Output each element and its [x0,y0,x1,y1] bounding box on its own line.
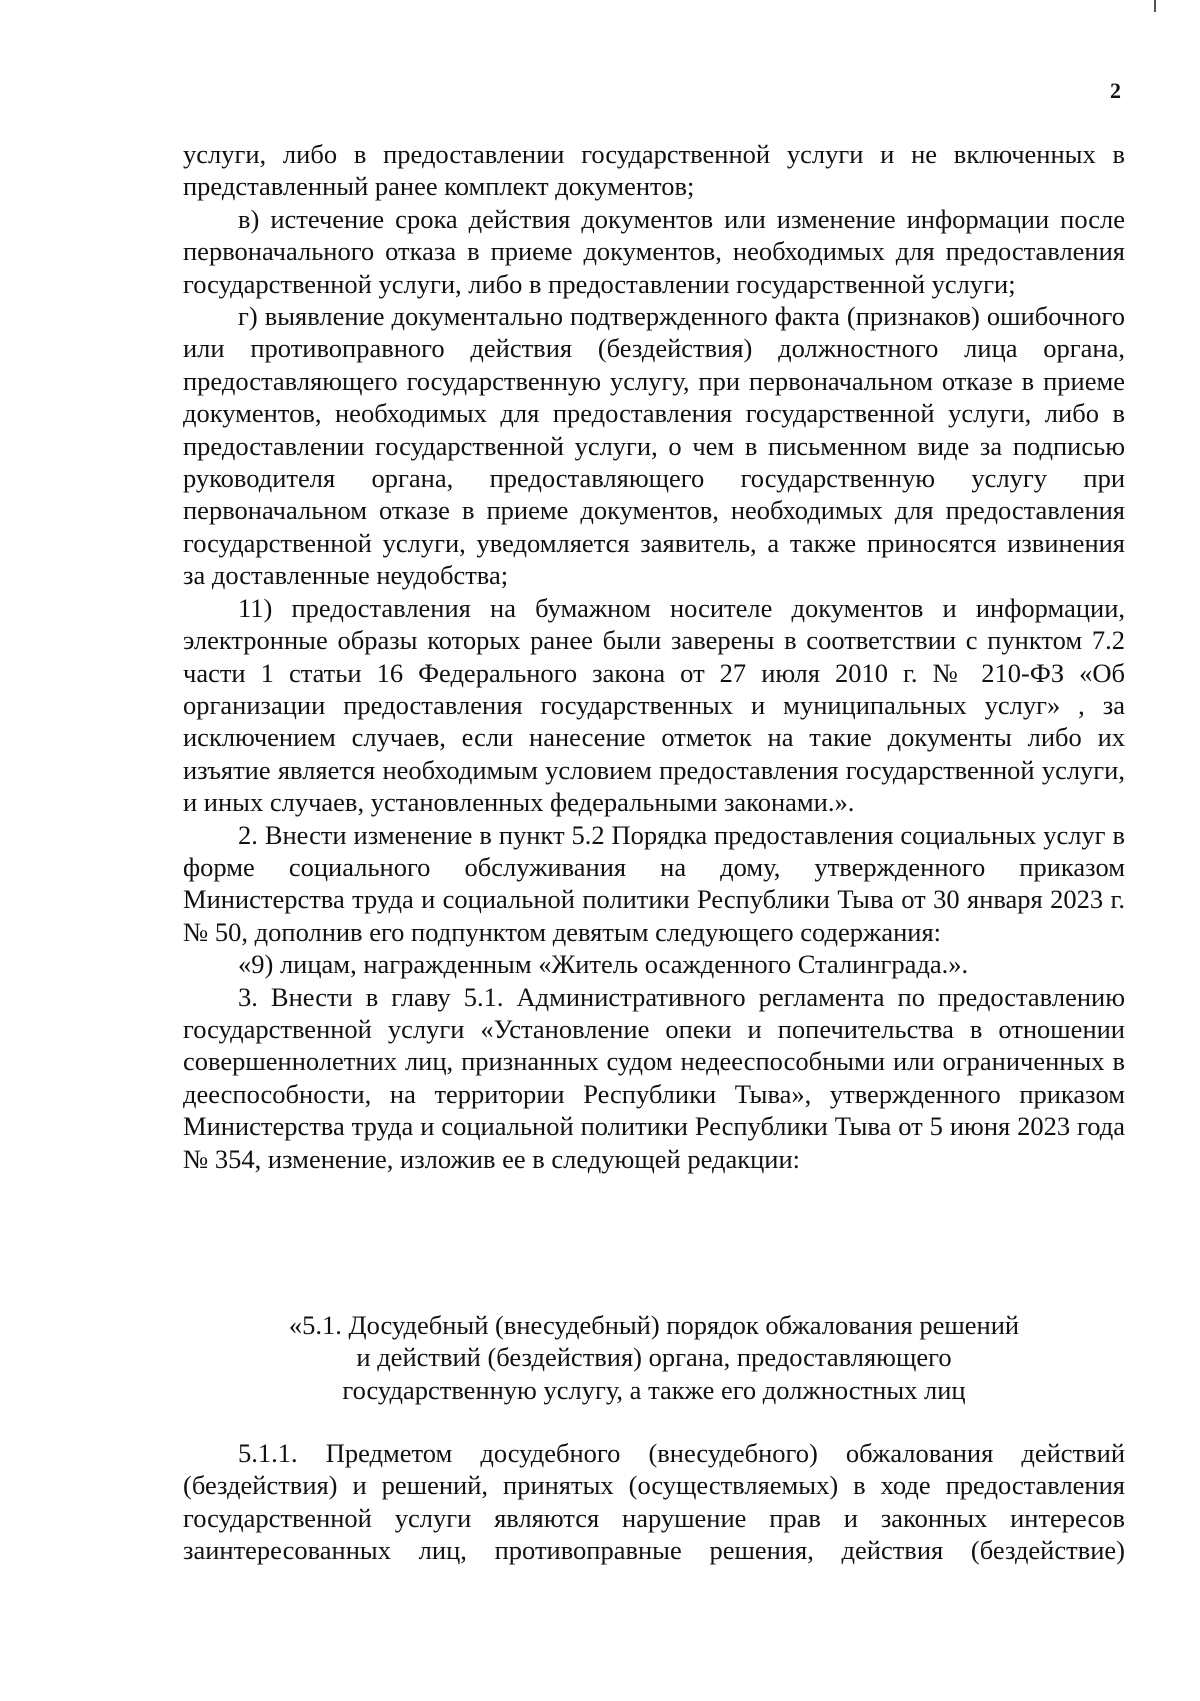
paragraph-point-3: 3. Внести в главу 5.1. Административного регламента по предоставлению государственной услуги «Установление опеки и попечительства в отношении совершеннолетних лиц, признанных судом недееспособными или ограниченных в дееспособности, на территории Республики Тыва», утвержденного приказом Министерства труда и социальной политики Республики Тыва от 5 июня 2023 года № 354, изменение, изложив ее в следующей редакции: [183,981,1125,1174]
section-heading-line: государственную услугу, а также его должностных лиц [342,1374,966,1405]
paragraph-point-2: 2. Внести изменение в пункт 5.2 Порядка предоставления социальных услуг в форме социального обслуживания на дому, утвержденного приказом Министерства труда и социальной политики Республики Тыва от 30 января 2023 г. № 50, дополнив его подпунктом девятым следующего содержания: [183,819,1125,947]
paragraph-continuation: услуги, либо в предоставлении государственной услуги и не включенных в представленный ранее комплект документов; [183,139,1125,202]
paragraph-item-v: в) истечение срока действия документов или изменение информации после первоначального отказа в приеме документов, необходимых для предоставления государственной услуги, либо в предоставлении государственной услуги; [183,203,1125,299]
scan-edge-mark [1154,0,1156,12]
document-body-continued [183,1437,1125,1567]
paragraph-5-1-1: 5.1.1. Предметом досудебного (внесудебного) обжалования действий (бездействия) и решений, принятых (осуществляемых) в ходе предоставления государственной услуги являются нарушение прав и законных интересов заинтересованных лиц, противоправные решения, действия (бездействие) [183,1438,1125,1566]
paragraph-item-g: г) выявление документально подтвержденного факта (признаков) ошибочного или противоправного действия (бездействия) должностного лица органа, предоставляющего государственную услугу, при первоначальном отказе в приеме документов, необходимых для предоставления государственной услуги, либо в предоставлении государственной услуги, о чем в письменном виде за подписью руководителя органа, предоставляющего государственную услугу при первоначальном отказе в приеме документов, необходимых для предоставления государственной услуги, уведомляется заявитель, а также приносятся извинения за доставленные неудобства; [183,301,1125,591]
section-heading-line: и действий (бездействия) органа, предоставляющего [356,1342,952,1373]
paragraph-item-11: 11) предоставления на бумажном носителе документов и информации, электронные образы которых ранее были заверены в соответствии с пунктом 7.2 части 1 статьи 16 Федерального закона от 27 июля 2010 г. № 210-ФЗ «Об организации предоставления государственных и муниципальных услуг» , за исключением случаев, если нанесение отметок на такие документы либо их изъятие является необходимым условием предоставления государственной услуги, и иных случаев, установленных федеральными законами.». [183,592,1125,818]
paragraph-item-9: «9) лицам, награжденным «Житель осажденного Сталинграда.». [238,949,969,980]
section-heading-line: «5.1. Досудебный (внесудебный) порядок обжалования решений [288,1310,1020,1340]
section-heading [183,1309,1125,1406]
page-number: 2 [1110,78,1121,103]
document-body [183,138,1125,1175]
